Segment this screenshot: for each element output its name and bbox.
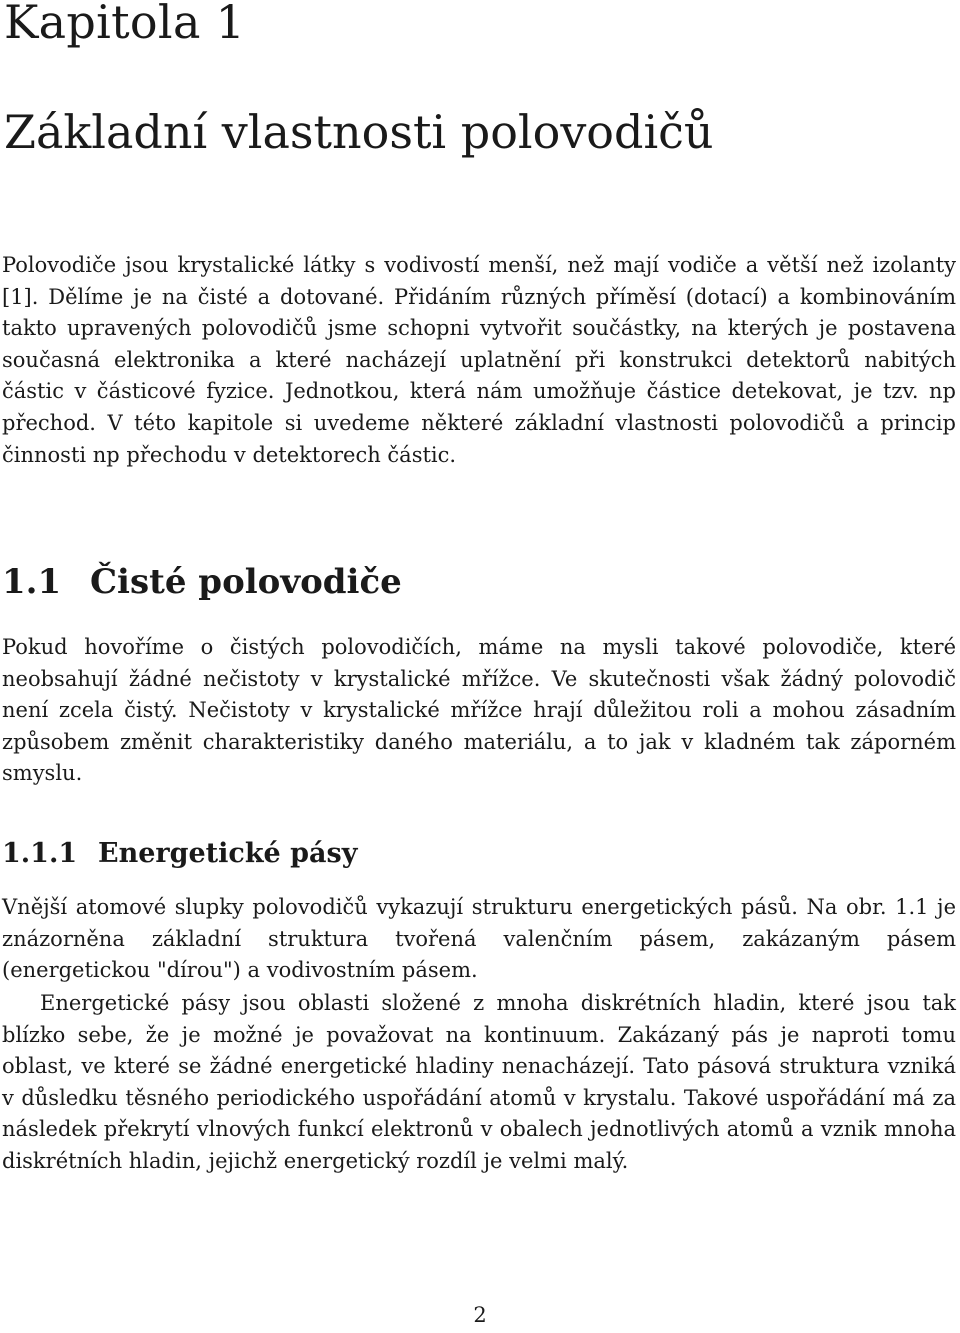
section-title: Čisté polovodiče [90,562,402,602]
subsection-paragraph-1: Vnější atomové slupky polovodičů vykazují strukturu energetických pásů. Na obr. 1.1 je znázorněna základní struktura tvořená valenčním pásem, zakázaným pásem (energetickou "dírou") a vodivostním pásem. [2,895,956,983]
subsection-paragraph-2: Energetické pásy jsou oblasti složené z mnoha diskrétních hladin, které jsou tak blízko sebe, že je možné je považovat na kontinuum. Zakázaný pás je naproti tomu oblast, ve které se žádné energetické hladiny nenacházejí. Tato pásová struktura vzniká v důsledku těsného periodického uspořádání atomů v krystalu. Takové uspořádání má za následek překrytí vlnových funkcí elektronů v obalech jednotlivých atomů a vznik mnoha diskrétních hladin, jejichž energetický rozdíl je velmi malý. [2,991,956,1173]
section-heading [2,560,402,604]
section-paragraph: Pokud hovoříme o čistých polovodičích, máme na mysli takové polovodiče, které neobsahují žádné nečistoty v krystalické mřížce. Ve skutečnosti však žádný polovodič není zcela čistý. Nečistoty v krystalické mřížce hrají důležitou roli a mohou zásadním způsobem změnit charakteristiky daného materiálu, a to jak v kladném tak záporném smyslu. [2,635,956,786]
subsection-heading [2,836,357,872]
page-number: 2 [473,1303,487,1327]
chapter-title: Základní vlastnosti polovodičů [4,105,714,159]
subsection-number: 1.1.1 [2,838,78,869]
subsection-title: Energetické pásy [98,838,358,869]
section-number: 1.1 [2,562,62,602]
chapter-label: Kapitola 1 [4,0,246,49]
intro-paragraph: Polovodiče jsou krystalické látky s vodivostí menší, než mají vodiče a větší než izolanty [1]. Dělíme je na čisté a dotované. Přidáním různých příměsí (dotací) a kombinováním takto upravených polovodičů jsme schopni vytvořit součástky, na kterých je postavena současná elektronika a které nacházejí uplatnění při konstrukci detektorů nabitých částic v částicové fyzice. Jednotkou, která nám umožňuje částice detekovat, je tzv. np přechod. V této kapitole si uvedeme některé základní vlastnosti polovodičů a princip činnosti np přechodu v detektorech částic. [2,253,956,467]
